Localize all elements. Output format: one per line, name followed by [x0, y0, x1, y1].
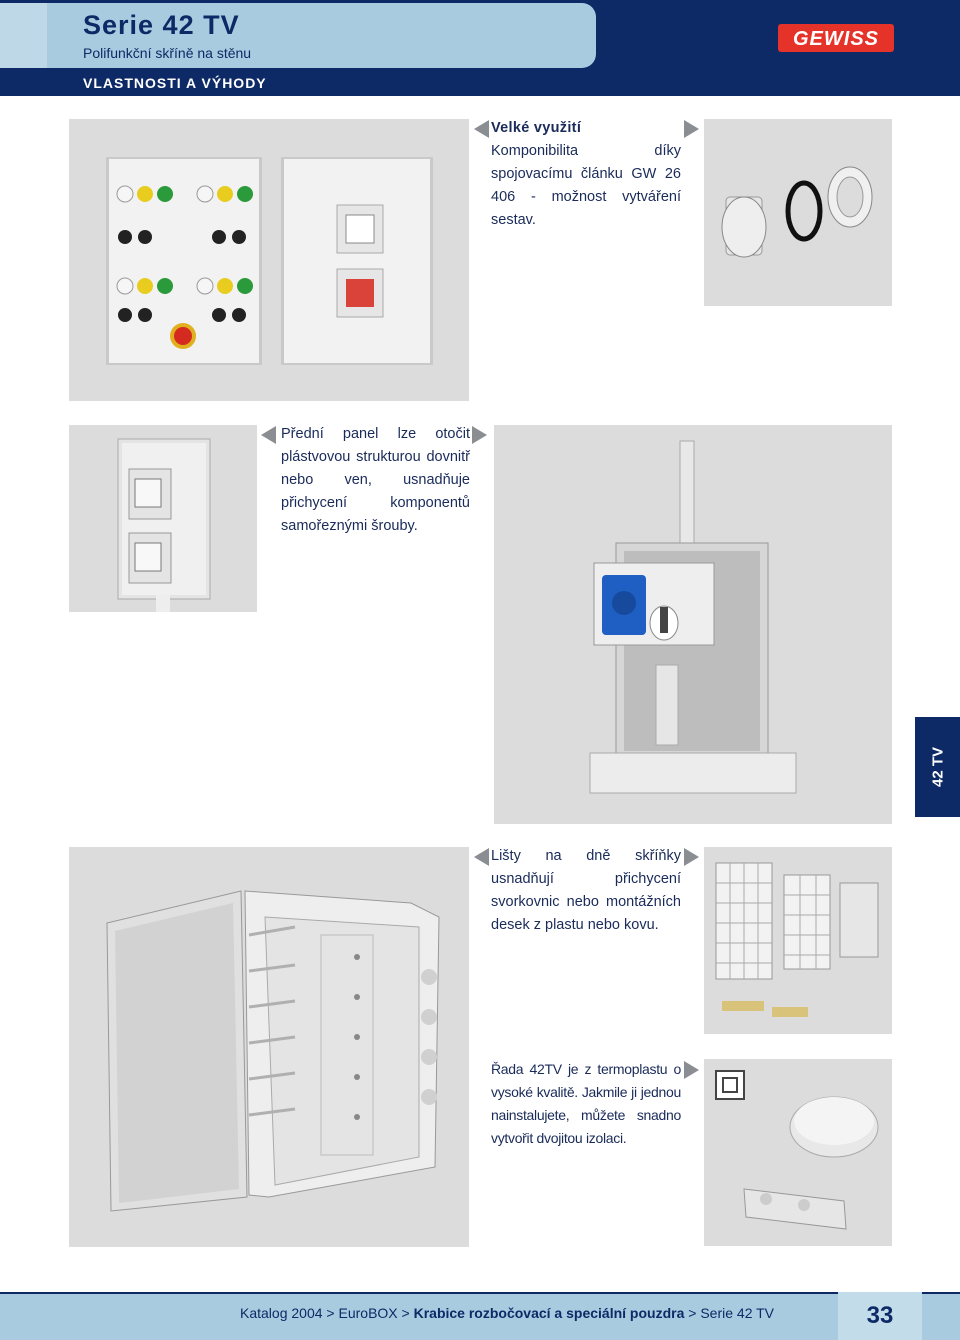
photo-open-enclosure	[69, 847, 469, 1247]
breadcrumb-catalog: Katalog 2004	[240, 1305, 323, 1321]
section-label: VLASTNOSTI A VÝHODY	[83, 75, 267, 91]
breadcrumb-eurobox: EuroBOX	[338, 1305, 398, 1321]
arrow-left-icon	[474, 848, 489, 866]
photo-mounting-plates	[704, 847, 892, 1034]
page-title: Serie 42 TV	[83, 10, 240, 40]
series-side-tab	[915, 717, 960, 817]
series-side-tab-label: 42 TV	[929, 746, 946, 788]
block-text: Komponibilita díky spojovacímu článku GW 26 406 - možnost vytváření sestav.	[491, 143, 681, 228]
arrow-right-icon	[472, 426, 487, 444]
photo-caps-and-clamp	[704, 1059, 892, 1246]
page-number: 33	[838, 1292, 922, 1340]
block-text: Lišty na dně skříňky usnadňují přichycení svorkovnic nebo montážních desek z plastu nebo kovu.	[491, 848, 681, 933]
text-block-1	[491, 117, 681, 232]
photo-connector-parts	[704, 119, 892, 306]
text-block-3	[491, 845, 681, 937]
breadcrumb: Katalog 2004 > EuroBOX > Krabice rozbočovací a speciální pouzdra > Serie 42 TV	[240, 1305, 775, 1321]
text-block-4	[491, 1058, 681, 1150]
text-block-2	[281, 423, 470, 538]
arrow-right-icon	[684, 1061, 699, 1079]
svg-text:GEWISS: GEWISS	[792, 28, 880, 50]
arrow-left-icon	[261, 426, 276, 444]
photo-small-enclosure	[69, 425, 257, 612]
page-subtitle: Polifunkční skříně na stěnu	[83, 45, 252, 61]
arrow-right-icon	[684, 848, 699, 866]
photo-control-panels	[69, 119, 469, 401]
photo-blue-socket-enclosure	[494, 425, 892, 824]
block-text: Řada 42TV je z termoplastu o vysoké kvalitě. Jakmile ji jednou nainstalujete, můžete snadno vytvořit dvojitou izolaci.	[491, 1061, 681, 1146]
arrow-right-icon	[684, 120, 699, 138]
block-heading: Velké využití	[491, 120, 582, 136]
block-text: Přední panel lze otočit plástvovou strukturou dovnitř nebo ven, usnadňuje přichycení komponentů samořeznými šrouby.	[281, 426, 470, 534]
breadcrumb-category: Krabice rozbočovací a speciální pouzdra	[413, 1305, 685, 1321]
breadcrumb-series: Serie 42 TV	[700, 1305, 775, 1321]
gewiss-logo	[778, 24, 894, 52]
arrow-left-icon	[474, 120, 489, 138]
